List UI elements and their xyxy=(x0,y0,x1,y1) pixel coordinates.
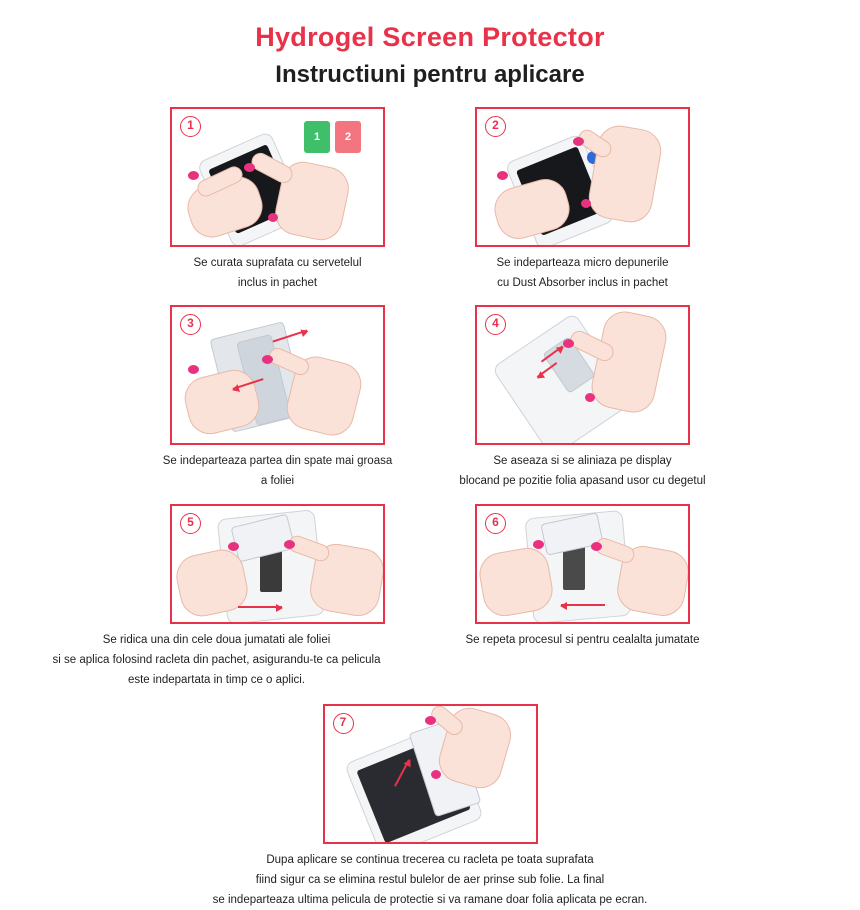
page-subtitle: Instructiuni pentru aplicare xyxy=(275,61,585,88)
nail-icon xyxy=(591,542,602,551)
step-3-number: 3 xyxy=(180,314,201,335)
step-7-number: 7 xyxy=(333,713,354,734)
steps-row-3 xyxy=(52,504,700,690)
step-1 xyxy=(170,107,385,293)
step-2 xyxy=(475,107,690,293)
nail-icon xyxy=(581,199,591,208)
step-2-caption: Se indeparteaza micro depunerile cu Dust Absorber inclus in pachet xyxy=(496,257,669,290)
step-1-number: 1 xyxy=(180,116,201,137)
step-6 xyxy=(465,504,700,650)
pressing-hand xyxy=(588,308,671,417)
step-4-illustration xyxy=(475,305,690,445)
steps-grid xyxy=(0,107,860,910)
step-5-illustration xyxy=(170,504,385,624)
step-7 xyxy=(212,704,648,910)
nail-icon xyxy=(244,163,255,172)
steps-row-4 xyxy=(170,704,690,910)
nail-icon xyxy=(497,171,508,180)
steps-row-2 xyxy=(162,305,706,491)
step-4-number: 4 xyxy=(485,314,506,335)
nail-icon xyxy=(431,770,441,779)
wipe-packet-2: 2 xyxy=(335,121,361,153)
steps-row-1 xyxy=(170,107,690,293)
step-5 xyxy=(52,504,385,690)
step-4 xyxy=(459,305,706,491)
step-1-illustration xyxy=(170,107,385,247)
nail-icon xyxy=(533,540,544,549)
step-5-number: 5 xyxy=(180,513,201,534)
step-3 xyxy=(162,305,393,491)
squeegee-arrow-icon xyxy=(561,604,605,606)
nail-icon xyxy=(573,137,584,146)
step-4-caption: Se aseaza si se aliniaza pe display blocand pe pozitie folia apasand usor cu degetul xyxy=(459,455,706,488)
step-6-caption: Se repeta procesul si pentru cealalta jumatate xyxy=(465,633,700,646)
wipe-packet-1: 1 xyxy=(304,121,330,153)
step-1-caption: Se curata suprafata cu servetelul inclus in pachet xyxy=(193,257,362,290)
step-7-illustration xyxy=(323,704,538,844)
instruction-sheet xyxy=(0,22,860,907)
nail-icon xyxy=(284,540,295,549)
squeegee-arrow-icon xyxy=(238,606,282,608)
nail-icon xyxy=(425,716,436,725)
step-3-illustration xyxy=(170,305,385,445)
step-3-caption: Se indeparteaza partea din spate mai groasa a foliei xyxy=(162,455,393,488)
step-6-illustration xyxy=(475,504,690,624)
step-6-number: 6 xyxy=(485,513,506,534)
nail-icon xyxy=(188,365,199,374)
step-2-illustration xyxy=(475,107,690,247)
page-title: Hydrogel Screen Protector xyxy=(255,22,605,52)
nail-icon xyxy=(188,171,199,180)
step-5-caption: Se ridica una din cele doua jumatati ale foliei si se aplica folosind racleta din pachet, asigurandu-te ca pelicula este indepartata in timp ce o aplici. xyxy=(52,633,381,686)
step-2-number: 2 xyxy=(485,116,506,137)
nail-icon xyxy=(228,542,239,551)
nail-icon xyxy=(268,213,278,222)
step-7-caption: Dupa aplicare se continua trecerea cu racleta pe toata suprafata fiind sigur ca se elimina restul bulelor de aer prinse sub folie. La final se indeparteaza ultima pelicula de protectie si va ramane doar folia aplicata pe ecran. xyxy=(212,853,648,907)
